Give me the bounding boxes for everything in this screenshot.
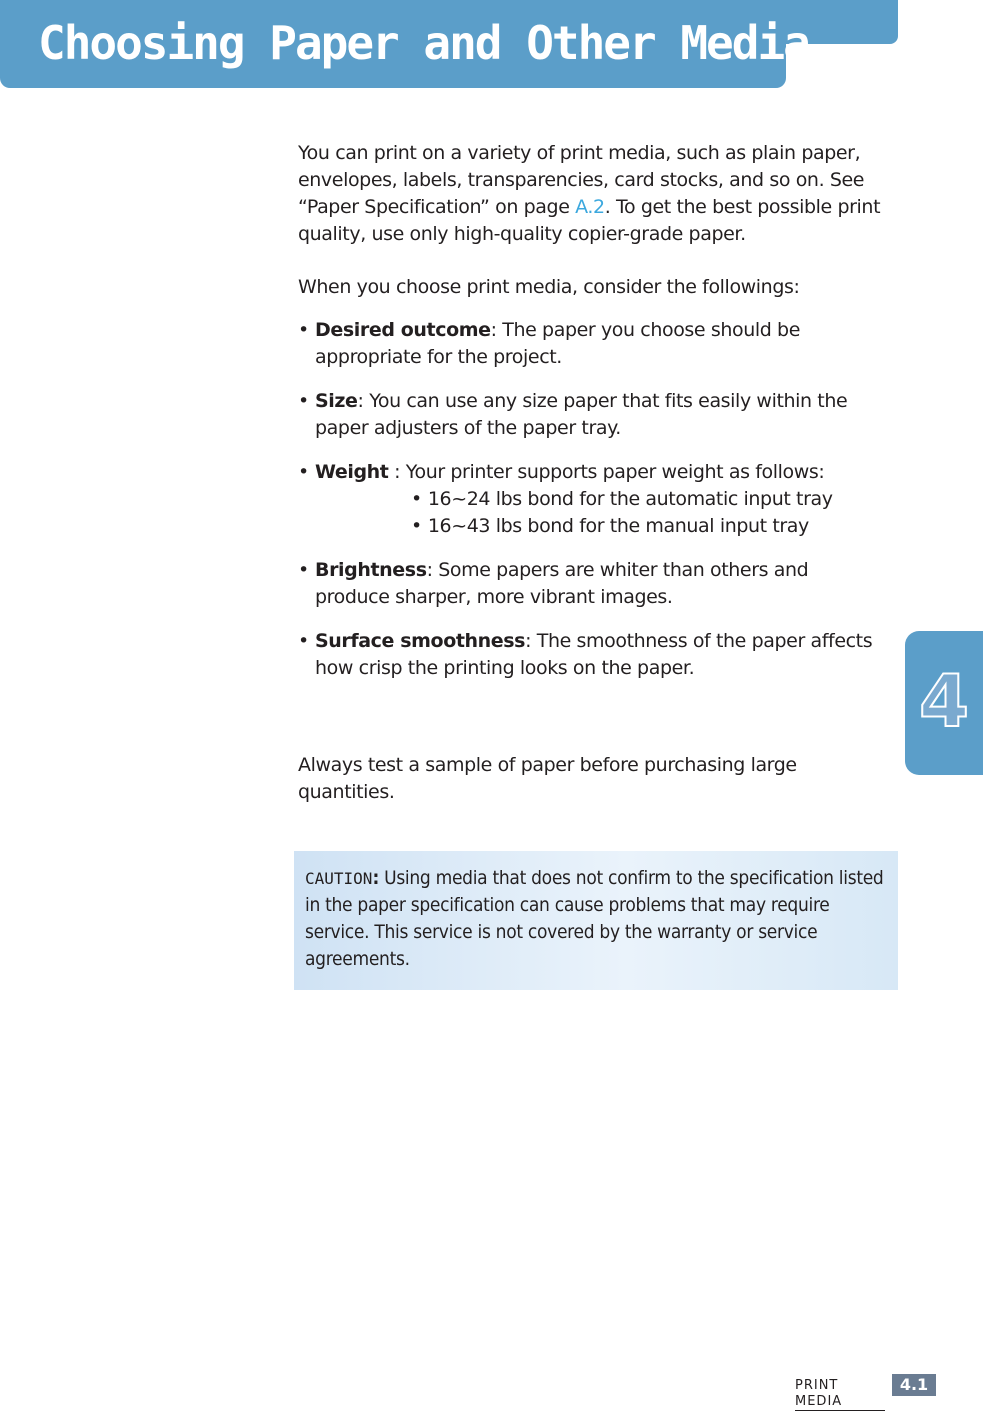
list-item <box>298 628 888 682</box>
caution-separator: : <box>372 867 379 889</box>
caution-label: CAUTION <box>305 869 373 888</box>
bullet-icon: • <box>298 630 309 652</box>
weight-sub-item <box>315 513 888 540</box>
intro-paragraph <box>298 140 898 248</box>
list-item <box>298 459 888 540</box>
media-considerations-list <box>298 317 888 699</box>
intro-text-1: You can print on a variety of print media, such as plain paper, envelopes, labels, transparencies, card stocks, and so on. See “Paper Specification” on page <box>298 142 865 218</box>
list-item <box>298 317 888 371</box>
list-item-term: Surface smoothness <box>315 630 526 652</box>
list-item-term: Desired outcome <box>315 319 491 341</box>
list-item-text: : The paper you choose should be appropriate for the project. <box>315 319 800 368</box>
weight-sub-item-text: 16~24 lbs bond for the automatic input tray <box>427 488 833 510</box>
footer-page-number: 4.1 <box>892 1374 936 1396</box>
footer-section-label: PRINT MEDIA <box>795 1378 885 1411</box>
list-item-term: Brightness <box>315 559 427 581</box>
page-link[interactable]: A.2 <box>575 196 605 218</box>
bullet-icon: • <box>298 319 309 341</box>
weight-sub-item <box>315 486 888 513</box>
list-item-text: : Your printer supports paper weight as follows: <box>388 461 825 483</box>
caution-box <box>294 851 898 990</box>
caution-message: Using media that does not confirm to the specification listed in the paper specification can cause problems that may require service. This service is not covered by the warranty or service agreements. <box>305 867 884 970</box>
page-title: Choosing Paper and Other Media <box>38 16 809 70</box>
bullet-icon: • <box>298 559 309 581</box>
list-item <box>298 557 888 611</box>
caution-text-block <box>305 865 895 973</box>
title-bar <box>0 0 809 88</box>
list-item-text: : Some papers are whiter than others and produce sharper, more vibrant images. <box>315 559 809 608</box>
bullet-icon: • <box>298 461 309 483</box>
bullet-icon: • <box>411 488 422 510</box>
weight-sub-item-text: 16~43 lbs bond for the manual input tray <box>427 515 809 537</box>
chapter-number: 4 <box>918 659 970 743</box>
list-item-term: Size <box>315 390 358 412</box>
list-item-term: Weight <box>315 461 389 483</box>
list-item <box>298 388 888 442</box>
list-item-text: : The smoothness of the paper affects how crisp the printing looks on the paper. <box>315 630 873 679</box>
chapter-tab <box>905 631 983 775</box>
intro-text-2: . To get the best possible print quality, use only high-quality copier-grade paper. <box>298 196 881 245</box>
list-item-text: : You can use any size paper that fits easily within the paper adjusters of the paper tray. <box>315 390 848 439</box>
bullet-icon: • <box>411 515 422 537</box>
closing-paragraph: Always test a sample of paper before purchasing large quantities. <box>298 754 797 803</box>
consider-paragraph: When you choose print media, consider the followings: <box>298 276 800 298</box>
bullet-icon: • <box>298 390 309 412</box>
